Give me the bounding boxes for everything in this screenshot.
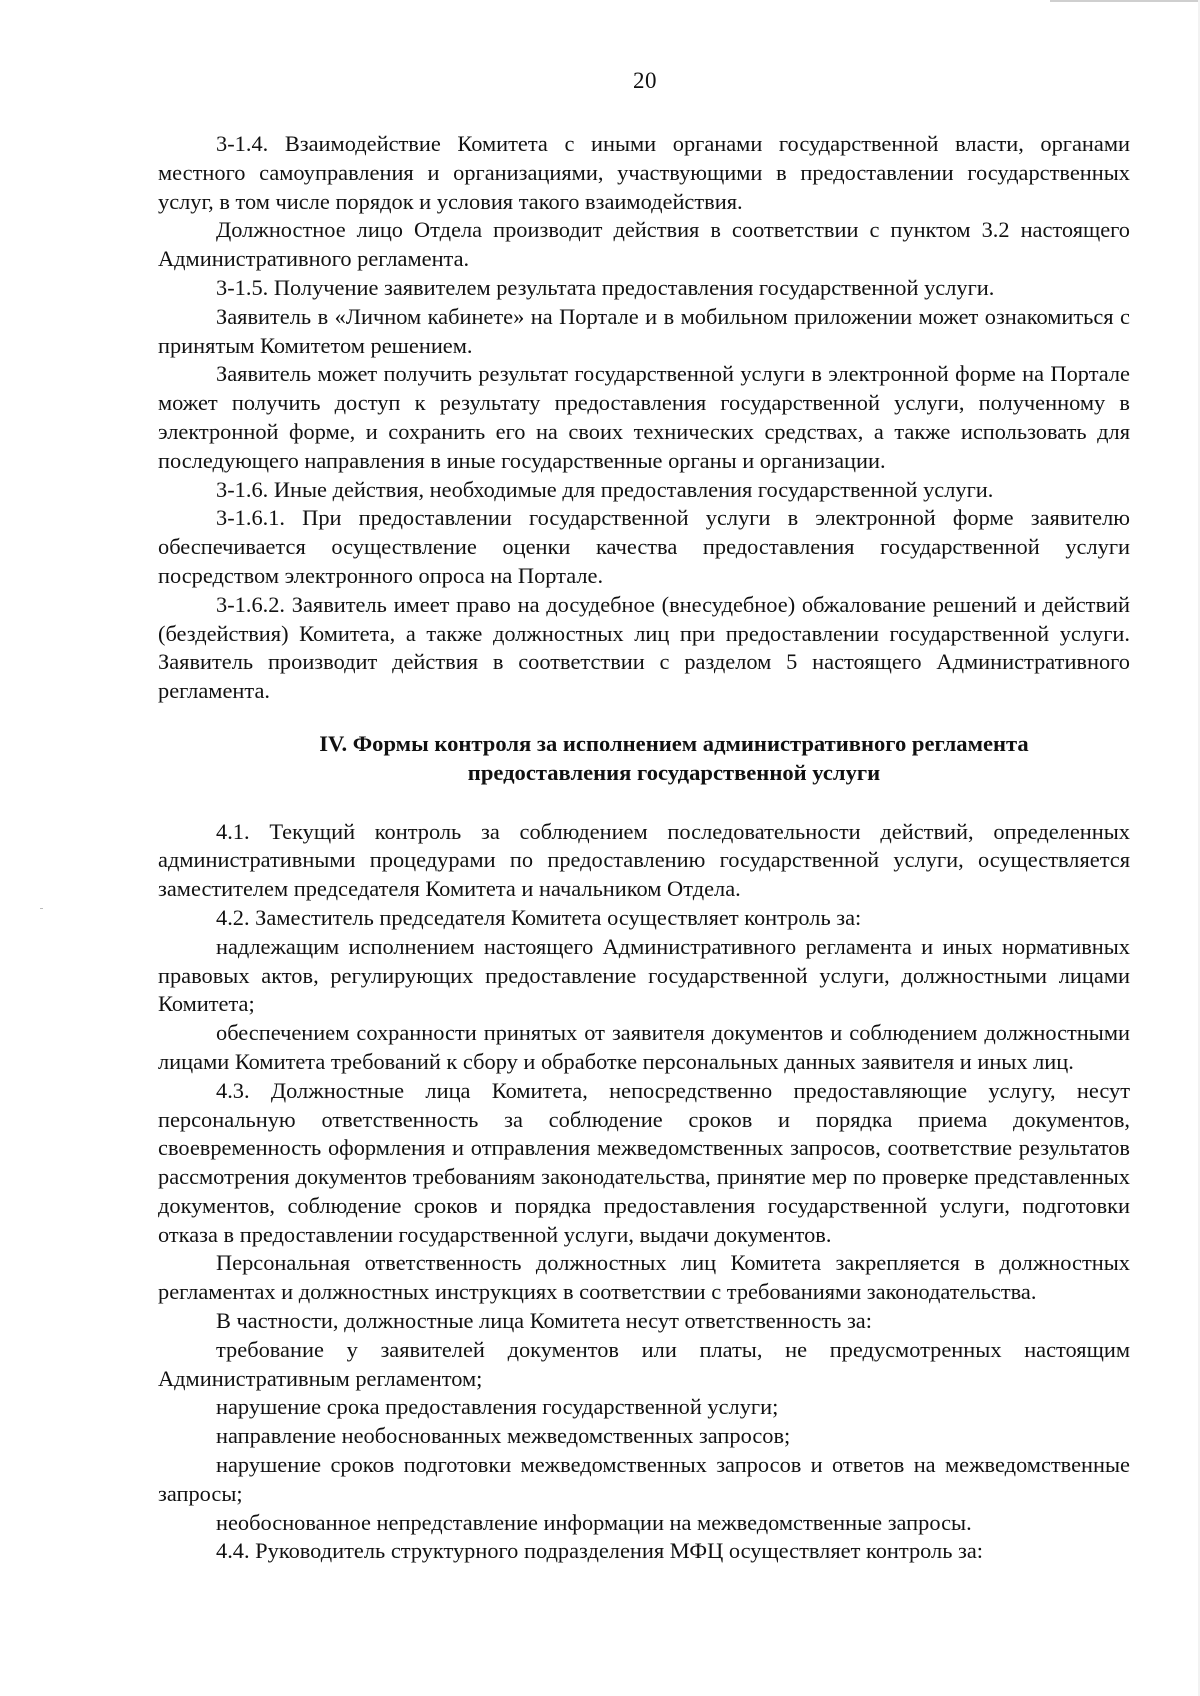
paragraph-electronic-result: Заявитель может получить результат государственной услуги в электронной форме на Портале может получить доступ к результату предоставления государственной услуги, полученному в электронной форме, и сохранить его на своих технических средствах, а также использовать для последующего направления в иные государственные органы и организации. bbox=[158, 361, 1130, 473]
paragraph-3-1-5: 3-1.5. Получение заявителем результата предоставления государственной услуги. bbox=[216, 274, 995, 300]
section-heading-line-2: предоставления государственной услуги bbox=[467, 759, 881, 785]
document-body bbox=[158, 130, 1130, 1566]
page-number: 20 bbox=[633, 68, 657, 93]
list-item-deadline-violation: нарушение срока предоставления государственной услуги; bbox=[216, 1394, 779, 1420]
list-item-demand-documents: требование у заявителей документов или платы, не предусмотренных настоящим Административным регламентом; bbox=[158, 1336, 1130, 1391]
section-heading bbox=[158, 730, 1130, 788]
paragraph-3-1-4: 3-1.4. Взаимодействие Комитета с иными органами государственной власти, органами местного самоуправления и организациями, участвующими в предоставлении государственных услуг, в том числе порядок и условия такого взаимодействия. bbox=[158, 131, 1130, 214]
list-item-proper-execution: надлежащим исполнением настоящего Административного регламента и иных нормативных правовых актов, регулирующих предоставление государственной услуги, должностными лицами Комитета; bbox=[158, 933, 1130, 1017]
scan-speck bbox=[40, 908, 43, 909]
paragraph-4-1: 4.1. Текущий контроль за соблюдением последовательности действий, определенных административными процедурами по предоставлению государственной услуги, осуществляется заместителем председателя Комитета и начальником Отдела. bbox=[158, 818, 1130, 902]
paragraph-personal-responsibility: Персональная ответственность должностных лиц Комитета закрепляется в должностных регламентах и должностных инструкциях в соответствии с требованиями законодательства. bbox=[158, 1250, 1130, 1305]
section-heading-line-1: IV. Формы контроля за исполнением административного регламента bbox=[319, 730, 1029, 756]
paragraph-official-actions: Должностное лицо Отдела производит действия в соответствии с пунктом 3.2 настоящего Административного регламента. bbox=[158, 217, 1130, 272]
paragraph-personal-cabinet: Заявитель в «Личном кабинете» на Портале и в мобильном приложении может ознакомиться с принятым Комитетом решением. bbox=[158, 303, 1130, 358]
paragraph-4-3: 4.3. Должностные лица Комитета, непосредственно предоставляющие услугу, несут персональную ответственность за соблюдение сроков и порядка приема документов, своевременность оформления и отправления межведомственных запросов, соответствие результатов рассмотрения документов требованиям законодательства, принятие мер по проверке представленных документов, соблюдение сроков и порядка предоставления государственной услуги, подготовки отказа в предоставлении государственной услуги, выдачи документов. bbox=[158, 1077, 1130, 1247]
list-item-request-deadlines: нарушение сроков подготовки межведомственных запросов и ответов на межведомственные запросы; bbox=[158, 1452, 1130, 1506]
paragraph-in-particular: В частности, должностные лица Комитета несут ответственность за: bbox=[216, 1308, 872, 1334]
list-item-non-submission: необоснованное непредставление информации на межведомственные запросы. bbox=[216, 1509, 972, 1535]
list-item-unfounded-requests: направление необоснованных межведомственных запросов; bbox=[216, 1423, 791, 1449]
paragraph-3-1-6: 3-1.6. Иные действия, необходимые для предоставления государственной услуги. bbox=[216, 476, 994, 502]
paragraph-4-4: 4.4. Руководитель структурного подразделения МФЦ осуществляет контроль за: bbox=[216, 1538, 984, 1564]
paragraph-3-1-6-1: 3-1.6.1. При предоставлении государственной услуги в электронной форме заявителю обеспечивается осуществление оценки качества предоставления государственной услуги посредством электронного опроса на Портале. bbox=[158, 505, 1130, 588]
paragraph-4-2: 4.2. Заместитель председателя Комитета осуществляет контроль за: bbox=[216, 904, 862, 930]
scan-edge-line bbox=[1050, 0, 1200, 2]
list-item-document-safety: обеспечением сохранности принятых от заявителя документов и соблюдением должностными лицами Комитета требований к сбору и обработке персональных данных заявителя и иных лиц. bbox=[158, 1020, 1130, 1074]
paragraph-3-1-6-2: 3-1.6.2. Заявитель имеет право на досудебное (внесудебное) обжалование решений и действий (бездействия) Комитета, а также должностных лиц при предоставлении государственной услуги. Заявитель производит действия в соответствии с разделом 5 настоящего Административного регламента. bbox=[158, 591, 1130, 704]
